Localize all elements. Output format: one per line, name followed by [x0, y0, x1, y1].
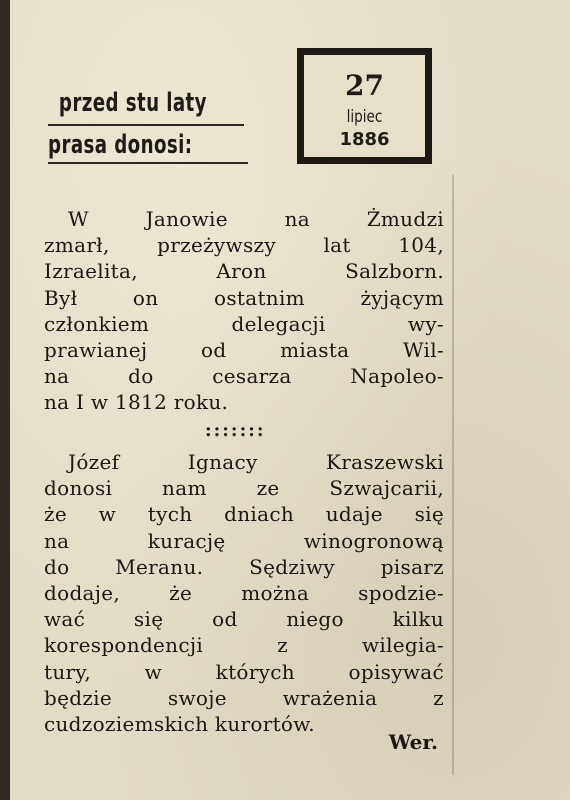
text-line: członkiem delegacji wy-: [44, 311, 444, 336]
header-line-1: przed stu laty: [58, 88, 207, 118]
date-month: lipiec: [346, 107, 383, 127]
text-line: na do cesarza Napoleo-: [44, 364, 444, 389]
author-signature: Wer.: [388, 730, 438, 754]
text-line: na I w 1812 roku.: [44, 390, 229, 415]
text-line: zmarł, przeżywszy lat 104,: [44, 233, 444, 258]
header-line-2: prasa donosi:: [48, 130, 193, 160]
text-line: będzie swoje wrażenia z: [44, 685, 444, 710]
text-line: korespondencji z wilegia-: [44, 633, 444, 658]
dark-edge-strip: [0, 0, 10, 800]
date-box: [297, 48, 432, 164]
date-day: 27: [345, 69, 384, 102]
text-line: że w tych dniach udaje się: [44, 502, 444, 527]
text-line: dodaje, że można spodzie-: [44, 581, 444, 606]
text-line: W Janowie na Żmudzi: [68, 207, 444, 231]
text-line: Izraelita, Aron Salzborn.: [44, 259, 444, 284]
article-1: [44, 206, 444, 416]
column-header: [48, 88, 250, 168]
header-rule-bottom: [48, 162, 248, 164]
column-rule: [452, 175, 454, 775]
article-2: [44, 449, 444, 737]
text-line: Józef Ignacy Kraszewski: [68, 450, 444, 474]
date-year: 1886: [339, 129, 390, 150]
text-line: do Meranu. Sędziwy pisarz: [44, 554, 444, 579]
header-rule-top: [48, 124, 244, 126]
text-line: Był on ostatnim żyjącym: [44, 285, 444, 310]
text-line: na kurację winogronową: [44, 528, 444, 553]
text-line: tury, w których opisywać: [44, 659, 444, 684]
text-line: donosi nam ze Szwajcarii,: [44, 476, 444, 501]
text-line: cudzoziemskich kurortów.: [44, 712, 315, 737]
section-separator: :::::::: [205, 420, 266, 441]
text-line: prawianej od miasta Wil-: [44, 338, 444, 363]
text-line: wać się od niego kilku: [44, 607, 444, 632]
